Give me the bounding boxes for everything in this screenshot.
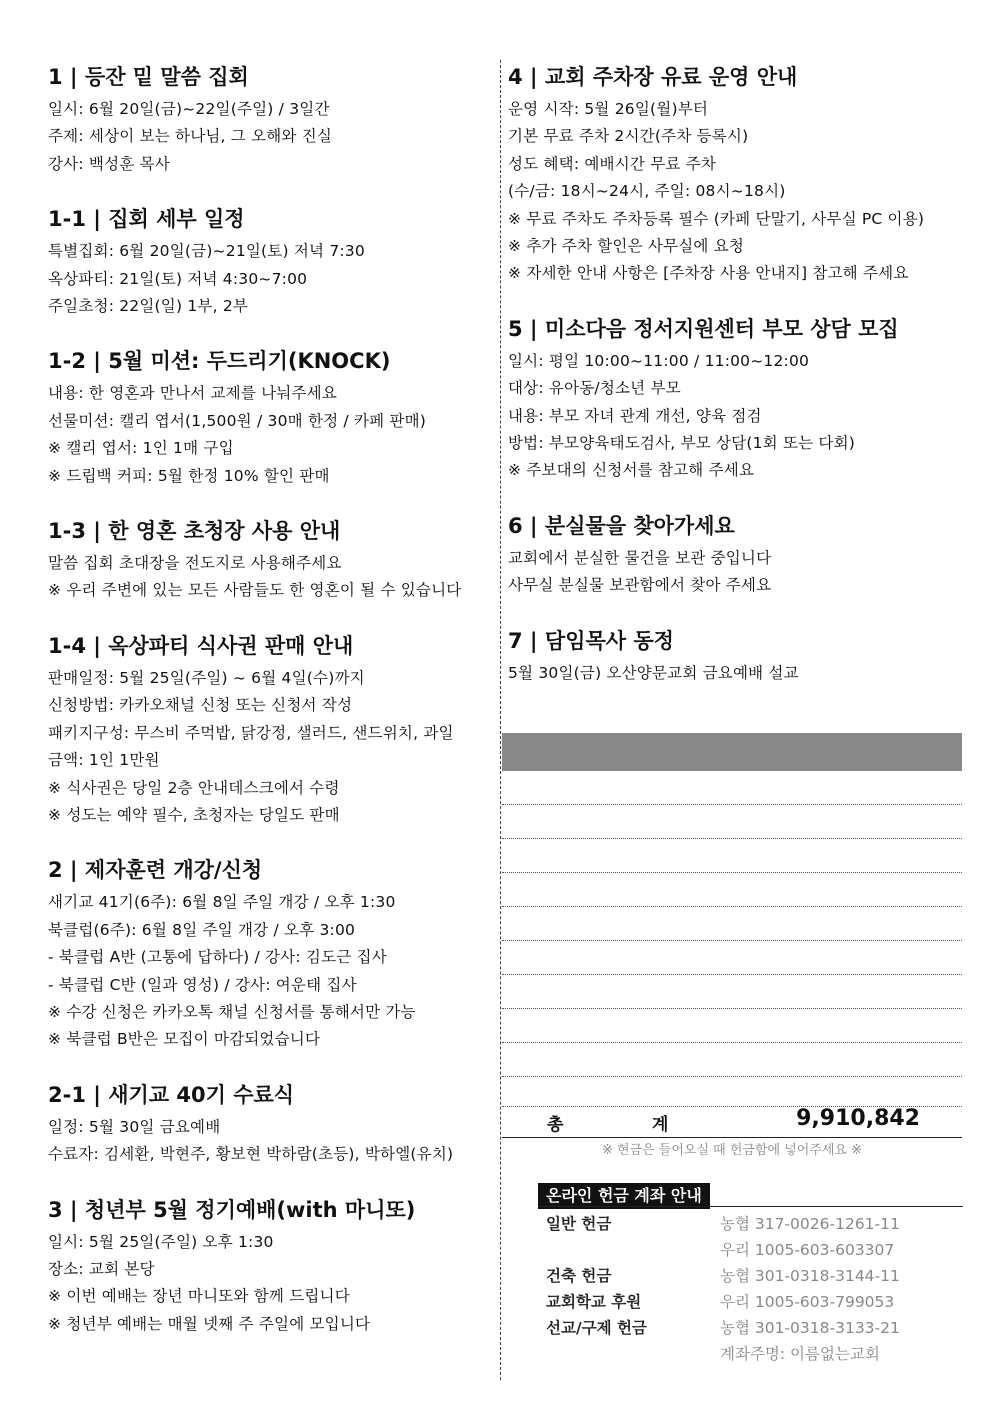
section-heading: 4 | 교회 주차장 유료 운영 안내	[508, 65, 798, 89]
section-line: 운영 시작: 5월 26일(월)부터	[508, 100, 709, 118]
section-line: - 북클럽 A반 (고통에 답하다) / 강사: 김도근 집사	[48, 948, 387, 967]
offering-ledger	[502, 733, 962, 1077]
section-line: ※ 청년부 예배는 매월 넷째 주 주일에 모입니다	[48, 1314, 371, 1333]
account-label: 일반 헌금	[546, 1215, 612, 1233]
section-line: 주일초청: 22일(일) 1부, 2부	[48, 297, 249, 316]
section-line: 사무실 분실물 보관함에서 찾아 주세요	[508, 576, 772, 595]
section-line: 대상: 유아동/청소년 부모	[508, 379, 681, 398]
ledger-row	[502, 975, 962, 1009]
section-line: 선물미션: 캘리 엽서(1,500원 / 30매 한정 / 카페 판매)	[48, 411, 427, 430]
section-line: ※ 드립백 커피: 5월 한정 10% 할인 판매	[48, 466, 330, 485]
section-heading: 1-3 | 한 영혼 초청장 사용 안내	[48, 519, 341, 544]
ledger-row	[502, 873, 962, 907]
section-line: 신청방법: 카카오채널 신청 또는 신청서 작성	[48, 696, 353, 715]
ledger-row	[502, 941, 962, 975]
section-line: 금액: 1인 1만원	[48, 751, 160, 770]
column-divider	[500, 60, 501, 1380]
section-line: - 북클럽 C반 (일과 영성) / 강사: 여운태 집사	[48, 975, 357, 994]
online-offering-accounts	[538, 1206, 963, 1373]
section-heading: 5 | 미소다음 정서지원센터 부모 상담 모집	[508, 316, 899, 341]
section-line: 일시: 5월 25일(주일) 오후 1:30	[48, 1232, 274, 1251]
ledger-row	[502, 771, 962, 805]
section-line: ※ 우리 주변에 있는 모든 사람들도 한 영혼이 될 수 있습니다	[48, 581, 462, 600]
section-heading: 3 | 청년부 5월 정기예배(with 마니또)	[48, 1197, 416, 1222]
account-number: 농협 317-0026-1261-11	[720, 1215, 900, 1233]
notice-section	[508, 60, 963, 288]
total-label-2: 계	[652, 1115, 669, 1135]
section-line: 장소: 교회 본당	[48, 1259, 155, 1278]
total-label-1: 총	[547, 1115, 564, 1135]
section-heading: 1 | 등잔 밑 말씀 집회	[48, 65, 249, 89]
ledger-row	[502, 805, 962, 839]
account-number: 농협 301-0318-3144-11	[720, 1267, 900, 1285]
section-line: 내용: 한 영혼과 만나서 교제를 나눠주세요	[48, 384, 337, 403]
section-line: 성도 혜택: 예배시간 무료 주차	[508, 154, 717, 173]
ledger-row	[502, 1043, 962, 1077]
section-line: 방법: 부모양육태도검사, 부모 상담(1회 또는 다회)	[508, 434, 856, 453]
section-heading: 2-1 | 새기교 40기 수료식	[48, 1082, 295, 1107]
notice-section	[48, 853, 493, 1053]
notice-section	[508, 509, 963, 600]
section-line: 일시: 평일 10:00~11:00 / 11:00~12:00	[508, 351, 810, 370]
section-line: ※ 수강 신청은 카카오톡 채널 신청서를 통해서만 가능	[48, 1002, 416, 1021]
section-line: 판매일정: 5월 25일(주일) ~ 6월 4일(수)까지	[48, 668, 365, 687]
notice-section	[48, 202, 493, 320]
section-heading: 6 | 분실물을 찾아가세요	[508, 513, 735, 538]
section-line: 옥상파티: 21일(토) 저녁 4:30~7:00	[48, 269, 308, 288]
ledger-row	[502, 839, 962, 873]
section-line: 수료자: 김세환, 박현주, 황보현 박하람(초등), 박하엘(유치)	[48, 1145, 454, 1164]
section-line: ※ 무료 주차도 주차등록 필수 (카페 단말기, 사무실 PC 이용)	[508, 209, 925, 228]
account-label: 선교/구제 헌금	[546, 1319, 647, 1337]
section-line: ※ 추가 주차 할인은 사무실에 요청	[508, 237, 745, 256]
section-line: 말씀 집회 초대장을 전도지로 사용해주세요	[48, 554, 342, 573]
section-heading: 1-1 | 집회 세부 일정	[48, 207, 245, 232]
notice-section	[48, 629, 493, 829]
section-line: 일시: 6월 20일(금)~22일(주일) / 3일간	[48, 100, 330, 118]
section-line: 일정: 5월 30일 금요예배	[48, 1117, 221, 1136]
notice-section	[48, 1078, 493, 1169]
section-line: 패키지구성: 무스비 주먹밥, 닭강정, 샐러드, 샌드위치, 과일	[48, 723, 454, 742]
notice-section	[48, 60, 493, 178]
section-heading: 1-4 | 옥상파티 식사권 판매 안내	[48, 633, 354, 658]
online-offering-title: 온라인 헌금 계좌 안내	[538, 1183, 710, 1209]
section-line: ※ 캘리 엽서: 1인 1매 구입	[48, 439, 234, 458]
offering-total	[502, 1106, 962, 1138]
ledger-row	[502, 1009, 962, 1043]
right-column	[508, 60, 963, 711]
account-label: 건축 헌금	[546, 1267, 612, 1285]
notice-section	[508, 624, 963, 687]
left-column	[48, 60, 493, 1362]
account-number: 농협 301-0318-3133-21	[720, 1319, 900, 1337]
notice-section	[48, 1193, 493, 1339]
section-line: 주제: 세상이 보는 하나님, 그 오해와 진실	[48, 127, 333, 146]
account-number: 우리 1005-603-603307	[720, 1241, 895, 1259]
section-heading: 2 | 제자훈련 개강/신청	[48, 858, 263, 883]
total-amount: 9,910,842	[796, 1106, 920, 1131]
section-line: ※ 식사권은 당일 2층 안내데스크에서 수령	[48, 778, 340, 797]
ledger-header-bar	[502, 733, 962, 771]
section-line: 북클럽(6주): 6월 8일 주일 개강 / 오후 3:00	[48, 920, 356, 939]
account-number: 계좌주명: 이름없는교회	[720, 1345, 880, 1363]
notice-section	[48, 514, 493, 605]
section-line: 특별집회: 6월 20일(금)~21일(토) 저녁 7:30	[48, 242, 365, 261]
section-line: ※ 주보대의 신청서를 참고해 주세요	[508, 461, 755, 480]
section-line: ※ 이번 예배는 장년 마니또와 함께 드립니다	[48, 1287, 350, 1306]
notice-section	[508, 312, 963, 485]
section-line: 내용: 부모 자녀 관계 개선, 양육 점검	[508, 406, 762, 425]
section-line: 새기교 41기(6주): 6월 8일 주일 개강 / 오후 1:30	[48, 893, 396, 912]
section-heading: 1-2 | 5월 미션: 두드리기(KNOCK)	[48, 349, 391, 374]
section-line: 기본 무료 주차 2시간(주차 등록시)	[508, 127, 749, 146]
section-line: ※ 북클럽 B반은 모집이 마감되었습니다	[48, 1030, 321, 1049]
section-line: (수/금: 18시~24시, 주일: 08시~18시)	[508, 182, 786, 201]
section-line: 강사: 백성훈 목사	[48, 154, 170, 173]
section-heading: 7 | 담임목사 동정	[508, 628, 674, 653]
account-label: 교회학교 후원	[546, 1293, 642, 1311]
notice-section	[48, 344, 493, 490]
section-line: ※ 성도는 예약 필수, 초청자는 당일도 판매	[48, 805, 340, 824]
section-line: 교회에서 분실한 물건을 보관 중입니다	[508, 548, 772, 567]
section-line: ※ 자세한 안내 사항은 [주차장 사용 안내지] 참고해 주세요	[508, 264, 909, 283]
account-number: 우리 1005-603-799053	[720, 1293, 895, 1311]
section-line: 5월 30일(금) 오산양문교회 금요예배 설교	[508, 663, 799, 682]
ledger-row	[502, 907, 962, 941]
cash-note: ※ 현금은 들어오실 때 헌금함에 넣어주세요 ※	[601, 1143, 863, 1158]
